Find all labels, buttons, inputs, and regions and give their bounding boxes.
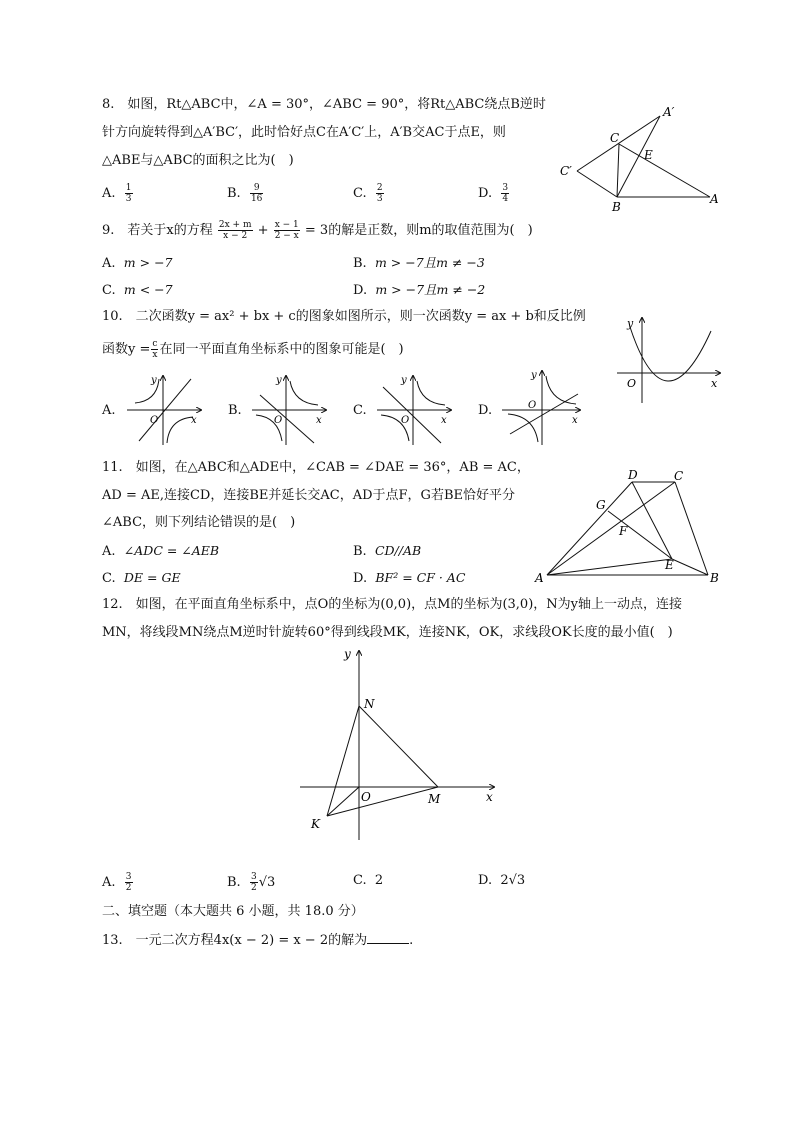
fraction: $\frac{3}{4}$ [502, 183, 509, 204]
label-e: E [644, 148, 653, 162]
fraction: $\frac{3}{2}$ [125, 872, 132, 893]
svg-text:y: y [151, 375, 157, 386]
q12-figure [298, 648, 503, 833]
q11-option-b[interactable]: B. CD//AB [353, 543, 422, 559]
q10-option-a-graph [125, 373, 205, 448]
label-o: O [361, 790, 371, 804]
q8-line1: 8. 如图，Rt△ABC中，∠A = 30°，∠ABC = 90°，将Rt△ABC绕点B逆时 [102, 97, 546, 112]
svg-text:y: y [531, 370, 537, 381]
q8-option-a[interactable]: A. $\frac{1}{3}$ [102, 183, 132, 204]
answer-blank[interactable] [367, 931, 409, 944]
q11-line1: 11. 如图，在△ABC和△ADE中，∠CAB = ∠DAE = 36°，AB = AC， [102, 460, 530, 475]
axis-label-x: x [711, 377, 718, 390]
svg-text:x: x [441, 415, 447, 426]
q9-option-a[interactable]: A. m > −7 [102, 255, 173, 271]
svg-text:x: x [191, 415, 197, 426]
label-d: D [628, 468, 638, 482]
q9-option-d[interactable]: D. m > −7且m ≠ −2 [353, 282, 486, 298]
fraction: $\frac{1}{3}$ [125, 183, 132, 204]
q12-option-d[interactable]: D. 2√3 [478, 873, 526, 888]
label-a-prime: A′ [663, 105, 675, 119]
svg-text:O: O [401, 415, 410, 426]
label-c: C [610, 131, 620, 145]
fraction: $\frac{2x + m}{x - 2}$ [218, 220, 252, 241]
q8-option-d[interactable]: D. $\frac{3}{4}$ [478, 183, 509, 204]
q10-option-b-graph [250, 373, 330, 448]
fraction: $\frac{c}{x}$ [152, 339, 158, 360]
q10-option-a[interactable]: A. [102, 403, 116, 418]
axis-label-y: y [627, 317, 634, 330]
svg-text:x: x [316, 415, 322, 426]
svg-text:x: x [572, 415, 578, 426]
q11-line3: ∠ABC，则下列结论错误的是( ) [102, 515, 296, 530]
label-c-prime: C′ [560, 164, 572, 178]
q12-option-b[interactable]: B. $\frac{3}{2}$ √3 [227, 872, 276, 893]
q11-figure [532, 465, 727, 590]
origin-label: O [627, 377, 637, 390]
label-n: N [364, 697, 375, 711]
label-a: A [535, 571, 544, 585]
q8-option-b[interactable]: B. $\frac{9}{16}$ [227, 183, 263, 204]
axis-label-x: x [486, 790, 493, 804]
q10-option-d[interactable]: D. [478, 403, 493, 418]
q9-option-c[interactable]: C. m < −7 [102, 282, 173, 298]
q13-stem: 13. 一元二次方程4x(x − 2) = x − 2的解为 . [102, 933, 414, 948]
svg-text:O: O [274, 415, 283, 426]
q10-line2: 函数y = $\frac{c}{x}$ 在同一平面直角坐标系中的图象可能是( ) [102, 339, 404, 360]
q8-option-c[interactable]: C. $\frac{2}{3}$ [353, 183, 383, 204]
q11-option-c[interactable]: C. DE = GE [102, 570, 181, 586]
q10-parabola-figure [615, 315, 725, 405]
fraction: $\frac{3}{2}$ [250, 872, 257, 893]
q10-option-c-graph [375, 373, 455, 448]
q12-option-c[interactable]: C. 2 [353, 873, 384, 888]
q10-line1: 10. 二次函数y = ax² + bx + c的图象如图所示，则一次函数y = ax + b和反比例 [102, 309, 586, 324]
q8-line2: 针方向旋转得到△A′BC′，此时恰好点C在A′C′上，A′B交AC于点E，则 [102, 125, 506, 140]
q11-line2: AD = AE,连接CD，连接BE并延长交AC，AD于点F，G若BE恰好平分 [102, 488, 515, 503]
q12-option-a[interactable]: A. $\frac{3}{2}$ [102, 872, 132, 893]
svg-text:O: O [528, 400, 537, 411]
label-g: G [596, 498, 606, 512]
q11-option-d[interactable]: D. BF² = CF · AC [353, 570, 466, 586]
q10-option-c[interactable]: C. [353, 403, 367, 418]
q10-option-d-graph [500, 368, 585, 448]
label-e: E [665, 558, 674, 572]
label-a: A [710, 192, 719, 206]
q12-line1: 12. 如图，在平面直角坐标系中，点O的坐标为(0,0)，点M的坐标为(3,0)，N为y轴上一动点，连接 [102, 597, 682, 612]
label-f: F [619, 524, 628, 538]
q8-figure [555, 100, 730, 215]
fraction: $\frac{x - 1}{2 - x}$ [274, 220, 299, 241]
svg-text:y: y [401, 375, 407, 386]
axis-label-y: y [344, 647, 351, 661]
q10-option-b[interactable]: B. [228, 403, 242, 418]
q9-stem: 9. 若关于x的方程 $\frac{2x + m}{x - 2}$ + $\frac{x - 1}{2 - x}$ = 3的解是正数，则m的取值范围为( ) [102, 220, 533, 241]
label-k: K [311, 817, 320, 831]
q12-line2: MN，将线段MN绕点M逆时针旋转60°得到线段MK，连接NK，OK，求线段OK长度的最小值( ) [102, 625, 673, 640]
label-c: C [674, 469, 684, 483]
q8-line3: △ABE与△ABC的面积之比为( ) [102, 153, 294, 168]
label-m: M [428, 792, 441, 806]
svg-text:y: y [276, 375, 282, 386]
q9-option-b[interactable]: B. m > −7且m ≠ −3 [353, 255, 485, 271]
label-b: B [612, 200, 621, 214]
section-heading: 二、填空题（本大题共 6 小题，共 18.0 分） [102, 904, 364, 919]
q11-option-a[interactable]: A. ∠ADC = ∠AEB [102, 543, 220, 559]
svg-text:O: O [150, 415, 159, 426]
fraction: $\frac{2}{3}$ [376, 183, 383, 204]
fraction: $\frac{9}{16}$ [250, 183, 263, 204]
label-b: B [710, 571, 719, 585]
